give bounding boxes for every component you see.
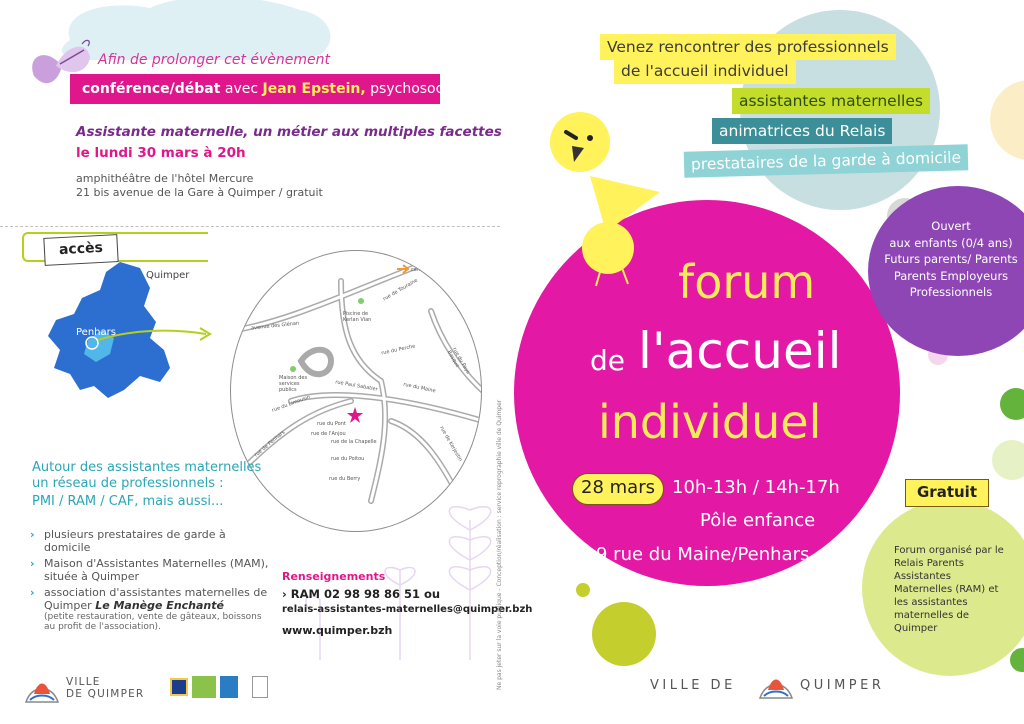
green-dot	[1000, 388, 1024, 420]
street-label: rue de la Chapelle	[331, 439, 377, 445]
list-item: › plusieurs prestataires de garde à domicile	[30, 528, 226, 554]
service-marker-icon	[290, 366, 296, 372]
venue-line-2: 21 bis avenue de la Gare à Quimper / gratuit	[76, 186, 323, 199]
blue-cloud-shape	[62, 0, 331, 60]
event-hours: 10h-13h / 14h-17h	[672, 477, 840, 498]
penhars-label: Penhars	[76, 327, 116, 338]
partner-logo-finistere	[192, 676, 216, 698]
street-map-drawing	[231, 251, 482, 532]
bullet-icon: ›	[30, 528, 35, 541]
conference-label: conférence/débat	[82, 81, 221, 97]
tag-prestataires: prestataires de la garde à domicile	[684, 144, 969, 177]
city-logo-left	[22, 672, 145, 710]
network-line-2: un réseau de professionnels :	[32, 476, 224, 491]
bullet-icon: ›	[30, 586, 35, 599]
city-name-part-2: QUIMPER	[800, 678, 885, 693]
yellow-bird-icon	[530, 108, 680, 288]
city-name-part-1: VILLE DE	[650, 678, 736, 693]
quimper-area-map	[40, 258, 220, 408]
divider	[0, 226, 500, 227]
street-label: rue du Perche	[380, 343, 416, 357]
organizer-text: Forum organisé par le Relais Parents Assistantes Maternelles (RAM) et les assistantes maternelles de Quimper	[894, 545, 1004, 634]
quimper-label: Quimper	[146, 270, 190, 281]
partner-logo-caf	[170, 678, 188, 696]
network-line-3: PMI / RAM / CAF, mais aussi...	[32, 494, 224, 509]
title-forum: forum	[678, 255, 816, 309]
contact-website-link[interactable]: www.quimper.bzh	[282, 624, 393, 637]
street-label: rue du Pays Basque	[445, 346, 471, 376]
network-intro	[32, 460, 261, 492]
street-label: avenue des Glénan	[250, 320, 300, 332]
legal-note: Ne pas jeter sur la voie publique - Conception/réalisation : service reprographie ville de Quimper	[496, 399, 503, 690]
street-label: rue du Poitou	[331, 456, 365, 462]
star-marker-icon	[347, 407, 363, 423]
conference-venue	[76, 172, 323, 200]
title-accueil: l'accueil	[638, 322, 842, 380]
conference-with: avec	[224, 81, 259, 97]
access-label: accès	[43, 234, 118, 266]
green-dot-bottom	[1010, 648, 1024, 672]
street-label: rue de Touraine	[382, 277, 419, 303]
partner-logo-msa	[220, 676, 238, 698]
title-de: de	[590, 344, 625, 377]
free-badge: Gratuit	[905, 479, 989, 507]
street-map	[230, 250, 482, 532]
bullet-icon: ›	[30, 557, 35, 570]
contact-email-link[interactable]: relais-assistantes-maternelles@quimper.bzh	[282, 604, 533, 615]
street-label: rue du Limousin	[271, 394, 312, 414]
association-name: Le Manège Enchanté	[95, 599, 224, 612]
tag-assistantes: assistantes maternelles	[732, 88, 930, 114]
speaker-role: psychosociologue	[370, 81, 495, 97]
beige-circle-decor	[990, 80, 1024, 160]
list-item: › association d'assistantes maternelles de Quimper Le Manège Enchanté (petite restauration, vente de gâteaux, boissons au profit de l'association).	[30, 586, 270, 632]
street-label: rue Paul Sabatier	[334, 379, 379, 393]
street-label: rue du Pont	[317, 421, 346, 427]
street-label: rue de l'Anjou	[311, 431, 346, 437]
city-emblem-icon	[22, 672, 62, 706]
contact-title: Renseignements	[282, 570, 386, 583]
map-label-piscine: Piscine de Kerlan Vian	[343, 311, 372, 323]
small-olive-dot	[576, 583, 590, 597]
audience-list: Ouvert aux enfants (0/4 ans) Futurs parents/ Parents Parents Employeurs Professionnels	[884, 219, 1018, 299]
pool-marker-icon	[358, 298, 364, 304]
event-place: Pôle enfance	[700, 510, 816, 531]
list-item: › Maison d'Assistantes Maternelles (MAM), située à Quimper	[30, 557, 269, 583]
venue-line-1: amphithéâtre de l'hôtel Mercure	[76, 172, 254, 185]
city-emblem-icon	[756, 670, 796, 702]
association-note: (petite restauration, vente de gâteaux, boissons au profit de l'association).	[44, 612, 262, 632]
olive-disc	[592, 602, 656, 666]
street-label: rue de Penhars	[253, 429, 287, 459]
conference-title: Assistante maternelle, un métier aux multiples facettes	[76, 124, 502, 140]
street-label: rue du Berry	[329, 476, 361, 482]
tag-animatrices: animatrices du Relais	[712, 118, 892, 144]
street-label: rue du Maine	[402, 381, 437, 395]
network-line-1: Autour des assistantes maternelles	[32, 460, 262, 475]
city-name-left: VILLE DE QUIMPER	[66, 676, 145, 700]
light-green-right	[992, 440, 1024, 480]
conference-date: le lundi 30 mars à 20h	[76, 145, 246, 161]
street-label: rue de Kerjestin	[438, 425, 464, 463]
partner-logo-manege	[252, 676, 268, 698]
conference-banner	[70, 74, 495, 104]
contact-phone: › RAM 02 98 98 86 51 ou	[282, 587, 441, 601]
network-list	[30, 528, 270, 635]
speaker-name: Jean Epstein,	[262, 81, 366, 97]
headline-line-2: de l'accueil individuel	[614, 58, 796, 84]
map-label-centre: centre-ville	[411, 267, 439, 273]
title-individuel: individuel	[598, 395, 822, 449]
map-label-maison: Maison des services publics	[279, 375, 308, 393]
headline-line-1: Venez rencontrer des professionnels	[600, 34, 896, 60]
event-date: 28 mars	[572, 473, 664, 505]
intro-text: Afin de prolonger cet évènement	[98, 52, 330, 68]
event-address: 9 rue du Maine/Penhars	[596, 544, 810, 565]
